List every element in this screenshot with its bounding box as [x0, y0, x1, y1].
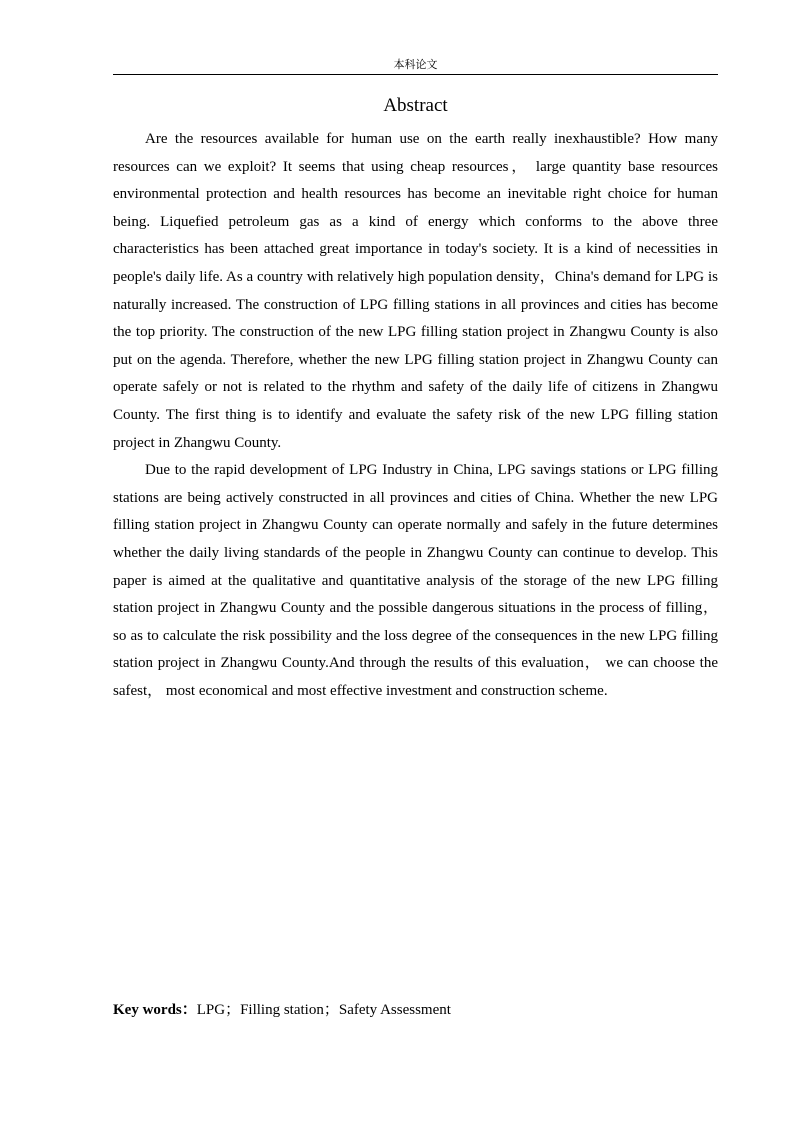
- running-header: 本科论文: [393, 59, 438, 71]
- keywords-label: Key words：: [113, 1002, 197, 1018]
- keywords-text: LPG；Filling station；Safety Assessment: [196, 1002, 451, 1018]
- abstract-title: Abstract: [383, 95, 448, 116]
- header-divider: [113, 74, 718, 75]
- abstract-paragraph-2: Due to the rapid development of LPG Industry in China, LPG savings stations or LPG filling stations are being actively constructed in all provinces and cities of China. Whether the new LPG filling station project in Zhangwu County can operate normally and safely in the future determines whether the daily living standards of the people in Zhangwu County can continue to develop. This paper is aimed at the qualitative and quantitative analysis of the storage of the new LPG filling station project in Zhangwu County and the possible dangerous situations in the process of filling， so as to calculate the risk possibility and the loss degree of the consequences in the new LPG filling station project in Zhangwu County.And through the results of this evaluation， we can choose the safest， most economical and most effective investment and construction scheme.: [113, 462, 718, 699]
- abstract-body: [113, 126, 718, 705]
- keywords-line: [113, 998, 718, 1022]
- abstract-paragraph-1: Are the resources available for human use on the earth really inexhaustible? How many resources can we exploit? It seems that using cheap resources， large quantity base resources environmental protection and health resources has become an inevitable right choice for human being. Liquefied petroleum gas as a kind of energy which conforms to the above three characteristics has been attached great importance in today's society. It is a kind of necessities in people's daily life. As a country with relatively high population density，China's demand for LPG is naturally increased. The construction of LPG filling stations in all provinces and cities has become the top priority. The construction of the new LPG filling station project in Zhangwu County is also put on the agenda. Therefore, whether the new LPG filling station project in Zhangwu County can operate safely or not is related to the rhythm and safety of the daily life of citizens in Zhangwu County. The first thing is to identify and evaluate the safety risk of the new LPG filling station project in Zhangwu County.: [113, 131, 718, 451]
